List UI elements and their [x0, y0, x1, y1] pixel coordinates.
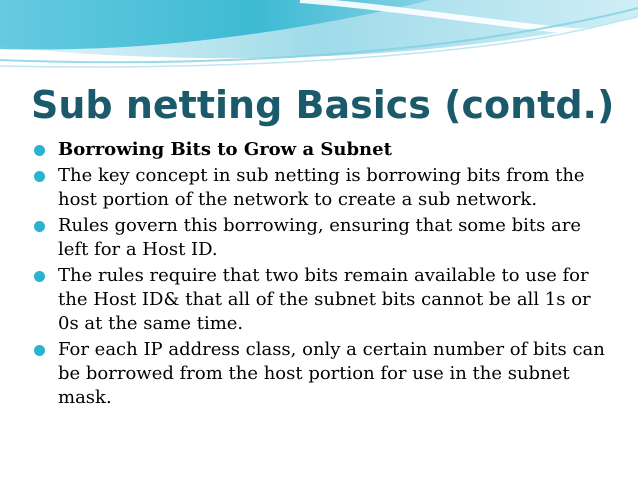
bullet-item: [34, 138, 606, 162]
bullet-text: Borrowing Bits to Grow a Subnet: [58, 139, 392, 160]
bullet-dot-icon: [34, 221, 45, 232]
bullet-dot-icon: [34, 271, 45, 282]
bullet-text: The key concept in sub netting is borrowing bits from the host portion of the network to create a sub network.: [58, 165, 585, 210]
slide-title: Sub netting Basics (contd.): [31, 83, 615, 127]
header-wave-decoration: [0, 0, 638, 80]
bullet-item: [34, 338, 606, 410]
bullet-item: [34, 164, 606, 212]
bullet-text: The rules require that two bits remain available to use for the Host ID& that all of the subnet bits cannot be all 1s or 0s at the same time.: [58, 265, 591, 334]
bullet-text: For each IP address class, only a certain number of bits can be borrowed from the host portion for use in the subnet mask.: [58, 339, 605, 408]
bullet-text: Rules govern this borrowing, ensuring that some bits are left for a Host ID.: [58, 215, 582, 260]
bullet-list: [34, 138, 606, 412]
bullet-item: [34, 264, 606, 336]
bullet-item: [34, 214, 606, 262]
bullet-dot-icon: [34, 145, 45, 156]
bullet-dot-icon: [34, 345, 45, 356]
bullet-dot-icon: [34, 171, 45, 182]
